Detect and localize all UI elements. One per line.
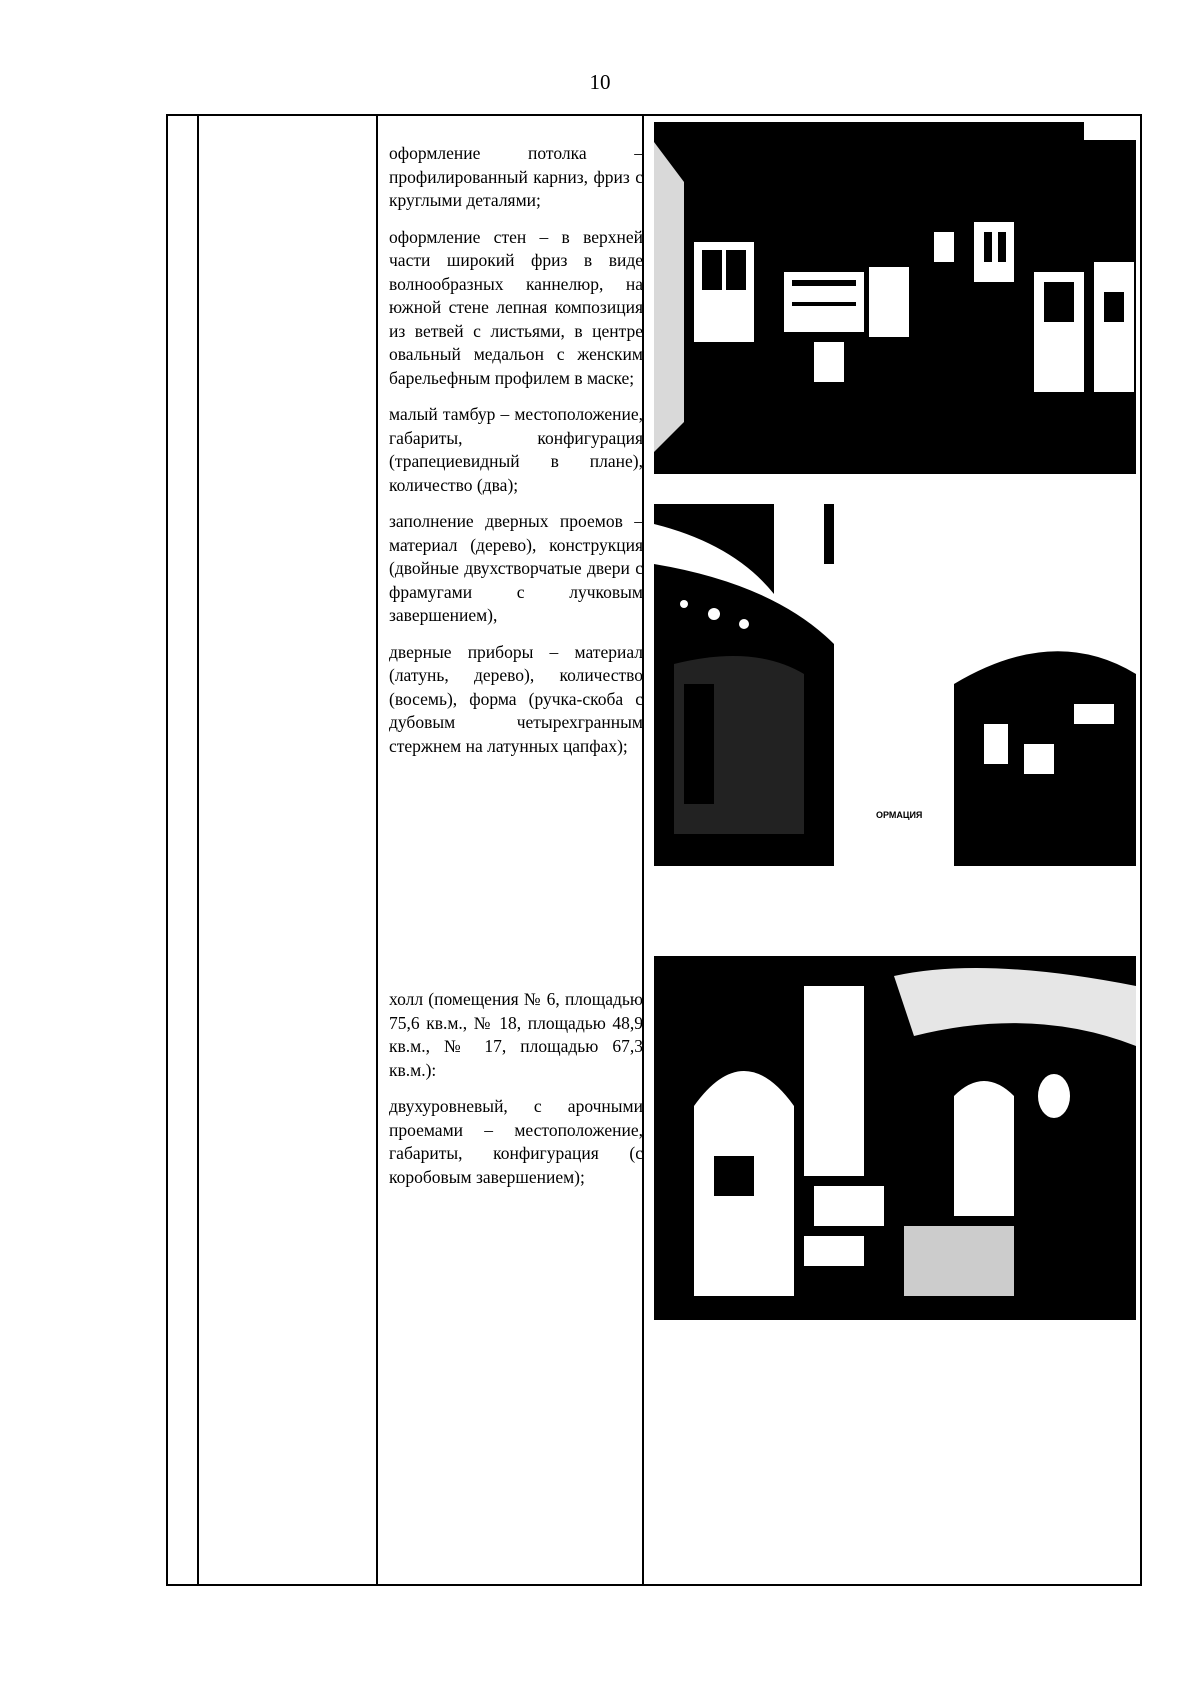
photo-vestibule-ceiling — [654, 504, 1136, 866]
column-divider-1 — [197, 116, 199, 1584]
column-divider-2 — [376, 116, 378, 1584]
walls-description: оформление стен – в верхней части широкий фриз в виде волнообразных каннелюр, на южной стене лепная композиция из ветвей с листьями, в центре овальный медальон с женским барельефным профилем в маске; — [389, 226, 643, 388]
photo-sign-text: ОРМАЦИЯ — [876, 810, 923, 820]
heritage-table — [166, 114, 1142, 1586]
door-openings-description: заполнение дверных проемов – материал (дерево), конструкция (двойные двухстворчатые двери с фрамугами с лучковым завершением), — [389, 511, 643, 625]
hall-arches-description: двухуровневый, с арочными проемами – местоположение, габариты, конфигурация (с коробовым завершением); — [389, 1096, 643, 1187]
ceiling-description: оформление потолка – профилированный карниз, фриз с круглыми деталями; — [389, 143, 643, 210]
hall-description: холл (помещения № 6, площадью 75,6 кв.м., № 18, площадью 48,9 кв.м., № 17, площадью 67,3 кв.м.): — [389, 989, 643, 1080]
page-number: 10 — [589, 70, 611, 94]
description-block-1 — [389, 142, 643, 771]
door-hardware-description: дверные приборы – материал (латунь, дерево), количество (восемь), форма (ручка-скоба с дубовым четырехгранным стержнем на латунных цапфах); — [389, 641, 643, 756]
description-block-2 — [389, 988, 643, 1202]
vestibule-description: малый тамбур – местоположение, габариты, конфигурация (трапециевидный в плане), количество (два); — [389, 404, 643, 495]
photo-hall — [654, 956, 1136, 1320]
photo-vestibule-doors — [654, 122, 1136, 474]
